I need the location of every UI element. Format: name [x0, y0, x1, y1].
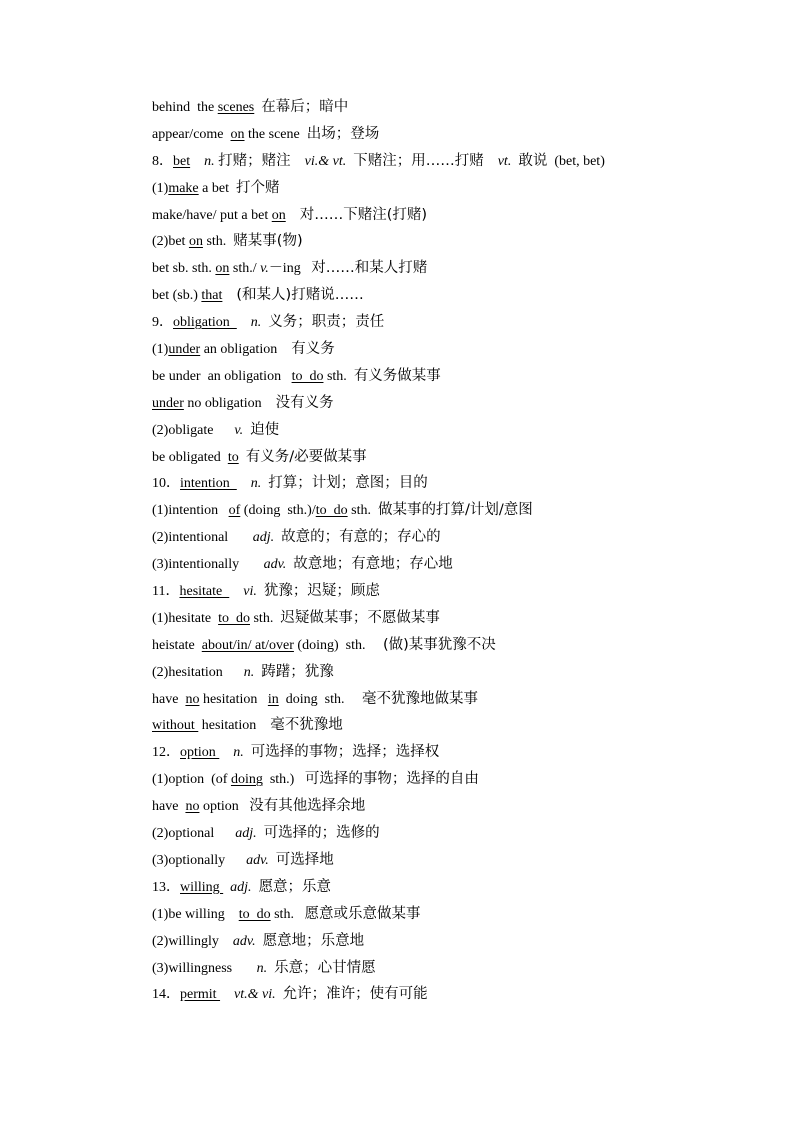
- chinese-gloss: (做)某事犹豫不决: [382, 636, 496, 653]
- text-segment: (2)obligate: [152, 422, 235, 438]
- text-segment: [237, 476, 251, 491]
- text-segment: be obligated: [152, 449, 228, 465]
- text-segment: sth.: [270, 906, 305, 922]
- text-segment: 8．: [152, 153, 173, 169]
- answer-blank: to: [227, 449, 239, 465]
- text-segment: [256, 934, 263, 949]
- text-segment: make/have/ put a bet: [152, 207, 272, 223]
- vocab-line: [152, 524, 752, 551]
- part-of-speech: adv.: [232, 933, 256, 949]
- text-segment: doing sth.: [278, 691, 362, 707]
- chinese-gloss: 下赌注；用……打赌: [353, 152, 484, 169]
- answer-blank: on: [188, 234, 203, 250]
- text-segment: [219, 745, 233, 760]
- vocab-line: [152, 363, 752, 390]
- part-of-speech: n.: [204, 153, 215, 169]
- answer-blank: option: [180, 745, 220, 761]
- part-of-speech: n.: [256, 960, 268, 976]
- text-segment: [239, 450, 246, 465]
- text-segment: 13．: [152, 879, 180, 895]
- chinese-gloss: 敢说: [518, 152, 548, 169]
- vocab-line: [152, 417, 752, 444]
- text-segment: (1)intention: [152, 503, 229, 519]
- vocab-line: [152, 981, 752, 1008]
- text-segment: have: [152, 691, 186, 707]
- text-segment: 9．: [152, 315, 173, 331]
- chinese-gloss: 毫不犹豫地: [270, 717, 343, 734]
- chinese-gloss: 愿意；乐意: [258, 878, 332, 895]
- answer-blank: of: [228, 503, 241, 519]
- text-segment: [484, 154, 498, 169]
- vocab-line: [152, 175, 752, 202]
- answer-blank: obligation: [173, 315, 237, 331]
- chinese-gloss: 对……下赌注(打赌): [299, 206, 428, 223]
- part-of-speech: v.: [260, 261, 269, 277]
- vocab-line: [152, 712, 752, 739]
- text-segment: (2)intentional: [152, 530, 253, 546]
- vocabulary-list: [152, 94, 752, 1008]
- text-segment: (1): [152, 342, 169, 358]
- chinese-gloss: 有义务/必要做某事: [245, 448, 367, 465]
- answer-blank: permit: [180, 987, 221, 1003]
- chinese-gloss: 有义务: [291, 341, 335, 358]
- answer-blank: under: [152, 395, 184, 411]
- text-segment: [257, 826, 264, 841]
- vocab-line: [152, 766, 752, 793]
- chinese-gloss: 没有义务: [275, 394, 334, 411]
- answer-blank: that: [201, 288, 223, 304]
- text-segment: no obligation: [183, 395, 276, 411]
- vocab-line: [152, 686, 752, 713]
- vocab-line: [152, 605, 752, 632]
- vocab-line: [152, 282, 752, 309]
- part-of-speech: adv.: [263, 557, 287, 573]
- part-of-speech: vt.& vi.: [234, 987, 276, 1003]
- vocab-line: [152, 928, 752, 955]
- text-segment: bet sb. sth.: [152, 261, 216, 277]
- chinese-gloss: 打算；计划；意图；目的: [268, 475, 428, 492]
- text-segment: [257, 584, 264, 599]
- vocab-line: [152, 309, 752, 336]
- text-segment: behind the: [152, 100, 218, 115]
- text-segment: 14．: [152, 987, 180, 1003]
- text-segment: sth.: [323, 368, 354, 384]
- vocab-line: [152, 336, 752, 363]
- text-segment: heistate: [152, 637, 202, 653]
- text-segment: (bet, bet): [547, 153, 605, 169]
- text-segment: (3)intentionally: [152, 557, 264, 573]
- answer-blank: make: [168, 180, 199, 196]
- part-of-speech: adj.: [230, 879, 252, 895]
- text-segment: (doing sth.)/: [240, 503, 316, 519]
- text-segment: (1)be willing: [152, 906, 239, 922]
- answer-blank: on: [230, 126, 245, 142]
- text-segment: (3)optionally: [152, 852, 247, 868]
- text-segment: hesitation: [199, 691, 268, 707]
- vocab-line: [152, 847, 752, 874]
- answer-blank: no: [185, 691, 200, 707]
- answer-blank: without: [152, 718, 199, 734]
- text-segment: (2)bet: [152, 234, 189, 250]
- chinese-gloss: 愿意地；乐意地: [262, 932, 365, 949]
- text-segment: －ing: [268, 261, 312, 277]
- answer-blank: under: [168, 342, 201, 358]
- vocab-line: [152, 820, 752, 847]
- chinese-gloss: 打个赌: [235, 179, 280, 196]
- chinese-gloss: (和某人)打赌说……: [236, 287, 364, 304]
- text-segment: sth.: [249, 610, 281, 626]
- text-segment: [237, 315, 251, 330]
- chinese-gloss: 故意的；有意的；存心的: [281, 529, 441, 546]
- text-segment: have: [152, 799, 186, 815]
- vocab-line: [152, 551, 752, 578]
- chinese-gloss: 毫不犹豫地做某事: [362, 690, 478, 707]
- chinese-gloss: 乐意；心甘情愿: [274, 959, 376, 976]
- chinese-gloss: 打赌；赌注: [218, 152, 291, 169]
- vocab-line: [152, 659, 752, 686]
- vocab-line: [152, 470, 752, 497]
- text-segment: sth./: [229, 261, 261, 277]
- vocab-line: [152, 497, 752, 524]
- text-segment: (1)hesitate: [152, 610, 219, 626]
- chinese-gloss: 做某事的打算/计划/意图: [377, 502, 533, 519]
- text-segment: (1)option (of: [152, 772, 231, 788]
- chinese-gloss: 可选择地: [275, 851, 334, 868]
- text-segment: [269, 853, 276, 868]
- chinese-gloss: 出场；登场: [306, 125, 380, 142]
- answer-blank: on: [215, 261, 230, 277]
- answer-blank: about/in/ at/over: [201, 637, 294, 653]
- text-segment: [229, 584, 243, 599]
- answer-blank: intention: [180, 476, 237, 492]
- answer-blank: on: [271, 207, 286, 223]
- chinese-gloss: 犹豫；迟疑；顾虑: [263, 583, 380, 600]
- vocab-line: [152, 444, 752, 471]
- chinese-gloss: 踌躇；犹豫: [261, 663, 334, 680]
- chinese-gloss: 义务；职责；责任: [268, 314, 385, 331]
- text-segment: [222, 288, 236, 303]
- chinese-gloss: 迟疑做某事；不愿做某事: [280, 609, 440, 626]
- vocab-line: [152, 955, 752, 982]
- text-segment: an obligation: [200, 342, 292, 358]
- text-segment: 12．: [152, 745, 180, 761]
- answer-blank: to do: [218, 610, 250, 626]
- vocab-line: [152, 390, 752, 417]
- text-segment: appear/come: [152, 126, 231, 142]
- text-segment: option: [199, 799, 250, 815]
- text-segment: 11．: [152, 584, 180, 600]
- part-of-speech: n.: [250, 315, 262, 331]
- vocab-line: [152, 739, 752, 766]
- chinese-gloss: 可选择的事物；选择；选择权: [250, 744, 440, 761]
- chinese-gloss: 在幕后；暗中: [261, 99, 349, 115]
- chinese-gloss: 允许；准许；使有可能: [282, 986, 428, 1003]
- answer-blank: to do: [315, 503, 348, 519]
- answer-blank: scenes: [217, 100, 255, 115]
- text-segment: (2)hesitation: [152, 664, 244, 680]
- vocab-line: [152, 255, 752, 282]
- vocab-line: [152, 793, 752, 820]
- answer-blank: to do: [238, 906, 271, 922]
- vocab-line: [152, 578, 752, 605]
- text-segment: the scene: [244, 126, 307, 142]
- part-of-speech: adv.: [246, 852, 269, 868]
- answer-blank: in: [267, 691, 279, 707]
- vocab-line: [152, 202, 752, 229]
- answer-blank: willing: [180, 879, 224, 895]
- chinese-gloss: 有义务做某事: [353, 367, 441, 384]
- answer-blank: to do: [291, 368, 324, 384]
- chinese-gloss: 对……和某人打赌: [311, 260, 428, 277]
- chinese-gloss: 迫使: [250, 421, 280, 438]
- text-segment: sth.: [202, 234, 234, 250]
- text-segment: [291, 154, 305, 169]
- part-of-speech: vt.: [497, 153, 512, 169]
- text-segment: (1): [152, 180, 169, 196]
- text-segment: sth.: [347, 503, 378, 519]
- chinese-gloss: 故意地；有意地；存心地: [293, 556, 453, 573]
- text-segment: [220, 987, 234, 1002]
- text-segment: a bet: [198, 180, 236, 196]
- part-of-speech: vi.: [243, 584, 257, 600]
- answer-blank: doing: [230, 772, 263, 788]
- part-of-speech: adj.: [235, 826, 257, 842]
- answer-blank: bet: [173, 153, 191, 169]
- vocab-line: [152, 874, 752, 901]
- chinese-gloss: 愿意或乐意做某事: [304, 905, 421, 922]
- chinese-gloss: 可选择的事物；选择的自由: [304, 771, 479, 788]
- chinese-gloss: 赌某事(物): [233, 233, 303, 250]
- text-segment: [276, 987, 283, 1002]
- part-of-speech: n.: [250, 476, 262, 492]
- text-segment: bet (sb.): [152, 288, 202, 304]
- vocab-line: [152, 94, 752, 121]
- chinese-gloss: 没有其他选择余地: [249, 798, 366, 815]
- text-segment: 10．: [152, 476, 180, 492]
- answer-blank: no: [185, 799, 200, 815]
- vocab-line: [152, 901, 752, 928]
- vocab-line: [152, 632, 752, 659]
- answer-blank: hesitate: [179, 584, 230, 600]
- text-segment: [286, 208, 300, 223]
- part-of-speech: n.: [243, 664, 255, 680]
- text-segment: (doing) sth.: [293, 637, 383, 653]
- part-of-speech: adj.: [252, 530, 275, 546]
- text-segment: [190, 154, 204, 169]
- vocab-line: [152, 148, 752, 175]
- part-of-speech: n.: [233, 745, 244, 761]
- part-of-speech: vi.& vt.: [304, 153, 347, 169]
- text-segment: (2)optional: [152, 826, 236, 842]
- part-of-speech: v.: [234, 422, 244, 438]
- text-segment: [252, 880, 259, 895]
- text-segment: sth.): [262, 772, 305, 788]
- text-segment: (3)willingness: [152, 960, 257, 976]
- chinese-gloss: 可选择的；选修的: [263, 825, 380, 842]
- text-segment: hesitation: [198, 718, 271, 734]
- text-segment: be under an obligation: [152, 368, 292, 384]
- vocab-line: [152, 121, 752, 148]
- text-segment: (2)willingly: [152, 933, 233, 949]
- vocab-line: [152, 228, 752, 255]
- text-segment: [244, 745, 251, 760]
